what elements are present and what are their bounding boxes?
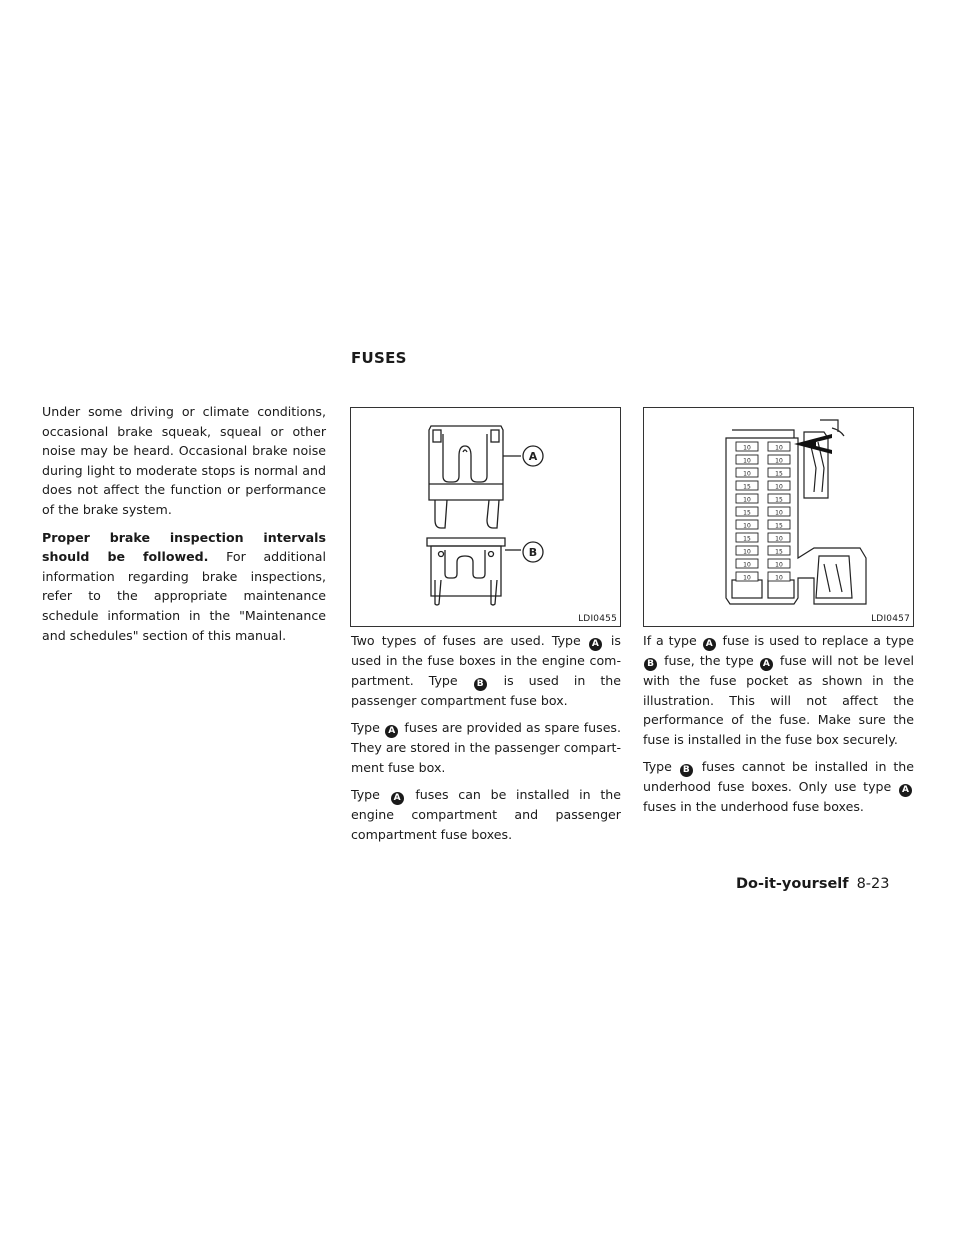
- marker-b: B: [680, 764, 693, 777]
- fuse-value: 15: [775, 496, 783, 504]
- text-span: is used in the passenger compartment fuse box.: [351, 672, 621, 708]
- fuse-types-column: [351, 631, 621, 853]
- text-span: fuse is used to replace a type: [717, 633, 914, 648]
- fuse-value: 10: [743, 496, 751, 504]
- label-a: A: [528, 450, 538, 463]
- brake-noise-paragraph: Under some driving or climate conditions, occasional brake squeak, squeal or other noise may be heard. Occasional brake noise during light to moderate stops is normal and does not affect the function or performance of the brake system.: [42, 404, 326, 517]
- fuse-value: 10: [743, 444, 751, 452]
- fuse-value: 15: [775, 548, 783, 556]
- marker-a: A: [589, 638, 602, 651]
- marker-a: A: [391, 792, 404, 805]
- label-b: B: [528, 546, 538, 559]
- marker-b: B: [644, 658, 657, 671]
- text-span: fuses in the underhood fuse boxes.: [643, 799, 864, 815]
- fuse-types-paragraph: [351, 631, 621, 710]
- replacement-paragraph: [643, 631, 914, 749]
- marker-a: A: [703, 638, 716, 651]
- page-number: 8-23: [856, 876, 890, 892]
- spare-fuses-paragraph: [351, 718, 621, 777]
- section-title: FUSES: [351, 349, 407, 367]
- brake-inspection-text: For additional information regarding brake inspections, refer to the appropriate maintenance schedule information in the "Maintenance and schedules" section of this manual.: [42, 549, 326, 643]
- fuse-value: 10: [775, 483, 783, 491]
- text-span: fuse will not be level with the fuse pocket as shown in the illustration. This will not affect the performance of the fuse. Make sure the fuse is installed in the fuse box securely.: [643, 653, 914, 747]
- text-span: fuses are provided as spare fuses. They are stored in the passenger compartment fuse box.: [351, 720, 622, 775]
- fuse-value: 10: [775, 535, 783, 543]
- text-span: fuses can be installed in the engine compartment and passenger compartment fuse boxes.: [351, 787, 621, 842]
- text-span: Two types of fuses are used. Type: [351, 633, 588, 648]
- install-paragraph: [351, 785, 621, 844]
- fuse-value: 10: [775, 444, 783, 452]
- text-span: is used in the fuse boxes in the engine compartment. Type: [351, 633, 621, 688]
- fuse-value: 10: [743, 457, 751, 465]
- fuse-value: 10: [775, 574, 783, 582]
- text-span: Type: [643, 759, 679, 775]
- fuse-grid: [736, 442, 790, 582]
- fuse-value: 15: [743, 535, 751, 543]
- fuse-value: 10: [743, 574, 751, 582]
- text-span: If a type: [643, 633, 702, 648]
- footer-section: Do-it-yourself: [736, 876, 849, 892]
- marker-b: B: [474, 678, 487, 691]
- text-span: Type: [351, 787, 390, 803]
- fuse-value: 15: [743, 483, 751, 491]
- marker-a: A: [385, 725, 398, 738]
- page-footer: [736, 876, 890, 892]
- figure-code: LDI0457: [871, 614, 910, 624]
- text-span: Type: [351, 720, 385, 736]
- fuse-value: 10: [775, 561, 783, 569]
- fuse-value: 15: [743, 509, 751, 517]
- fuse-box-illustration: [644, 408, 913, 626]
- fuse-value: 10: [743, 548, 751, 556]
- marker-a: A: [760, 658, 773, 671]
- fuse-replacement-column: [643, 631, 914, 825]
- underhood-paragraph: [643, 757, 914, 817]
- brake-noise-column: [42, 402, 326, 653]
- text-span: fuses cannot be installed in the underhood fuse boxes. Only use type: [643, 759, 914, 795]
- fuse-value: 15: [775, 522, 783, 530]
- text-span: fuse, the type: [659, 653, 759, 668]
- fuse-value: 10: [743, 470, 751, 478]
- brake-inspection-emphasis: Proper brake inspection intervals should be followed.: [42, 529, 326, 565]
- figure-code: LDI0455: [578, 614, 617, 624]
- fuse-value: 10: [743, 561, 751, 569]
- fuse-value: 15: [775, 470, 783, 478]
- fuse-types-figure: [350, 407, 621, 627]
- fuse-value: 10: [743, 522, 751, 530]
- brake-inspection-paragraph: [42, 528, 326, 646]
- fuse-box-figure: [643, 407, 914, 627]
- marker-a: A: [899, 784, 912, 797]
- fuse-value: 10: [775, 509, 783, 517]
- fuse-value: 10: [775, 457, 783, 465]
- fuse-types-illustration: [351, 408, 620, 626]
